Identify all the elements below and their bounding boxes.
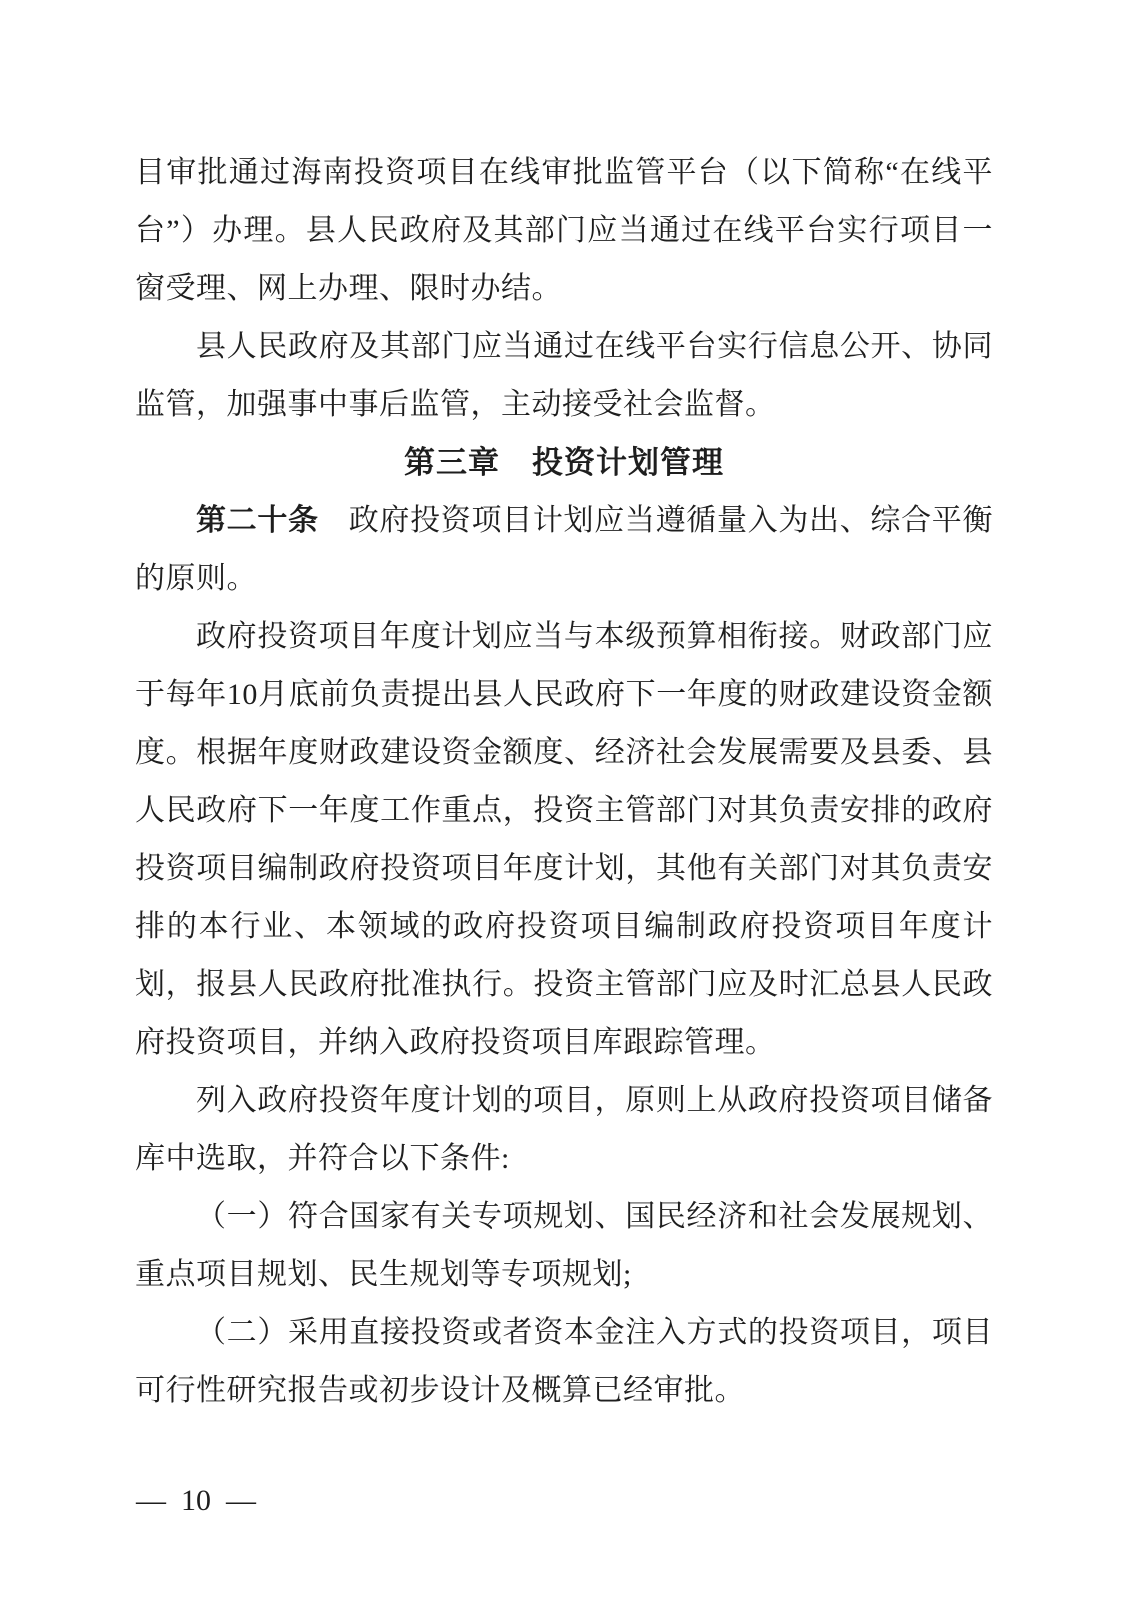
footer-dash-left: — xyxy=(136,1484,166,1517)
paragraph-continuation: 目审批通过海南投资项目在线审批监管平台（以下简称“在线平台”）办理。县人民政府及其部门应当通过在线平台实行项目一窗受理、网上办理、限时办结。 xyxy=(135,156,993,305)
footer-dash-right: — xyxy=(226,1484,256,1517)
article-number-label: 第二十条 xyxy=(196,504,319,537)
paragraph-list-item-1: （一）符合国家有关专项规划、国民经济和社会发展规划、重点项目规划、民生规划等专项规划; xyxy=(135,1200,993,1291)
chapter-heading: 第三章 投资计划管理 xyxy=(404,445,724,480)
paragraph: 政府投资项目年度计划应当与本级预算相衔接。财政部门应于每年10月底前负责提出县人民政府下一年度的财政建设资金额度。根据年度财政建设资金额度、经济社会发展需要及县委、县人民政府下一年度工作重点，投资主管部门对其负责安排的政府投资项目编制政府投资项目年度计划，其他有关部门对其负责安排的本行业、本领域的政府投资项目编制政府投资项目年度计划，报县人民政府批准执行。投资主管部门应及时汇总县人民政府投资项目，并纳入政府投资项目库跟踪管理。 xyxy=(135,620,993,1059)
page-footer xyxy=(136,1472,256,1530)
paragraph-article xyxy=(135,492,993,608)
paragraph: 列入政府投资年度计划的项目，原则上从政府投资项目储备库中选取，并符合以下条件: xyxy=(135,1084,993,1175)
article-text: 政府投资项目计划应当遵循量入为出、综合平衡的原则。 xyxy=(135,504,993,595)
paragraph: 县人民政府及其部门应当通过在线平台实行信息公开、协同监管，加强事中事后监管，主动接受社会监督。 xyxy=(135,330,993,421)
page-number: 10 xyxy=(181,1484,211,1517)
paragraph-list-item-2: （二）采用直接投资或者资本金注入方式的投资项目，项目可行性研究报告或初步设计及概算已经审批。 xyxy=(135,1316,993,1407)
document-body xyxy=(135,144,993,1420)
